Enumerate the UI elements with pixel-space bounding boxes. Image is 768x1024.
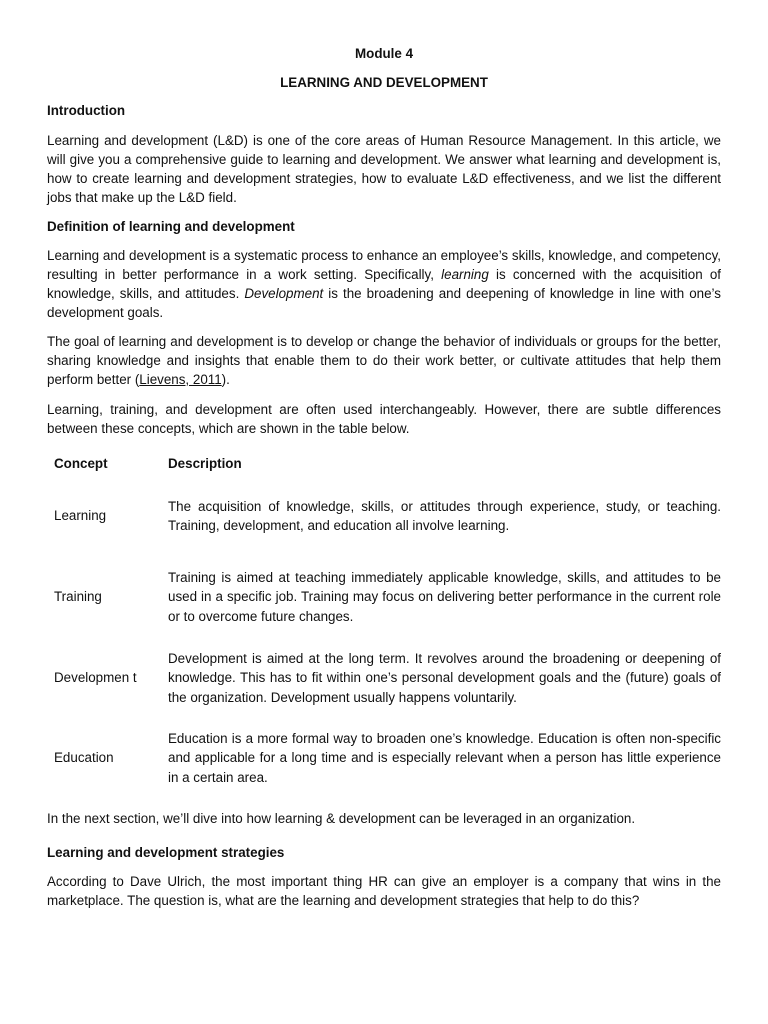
citation-link[interactable]: Lievens, 2011 (139, 372, 222, 387)
table-cell-concept: Learning (54, 508, 107, 524)
learning-term: learning (441, 267, 489, 282)
table-cell-description: The acquisition of knowledge, skills, or attitudes through experience, study, or teaching. Training, development, and education all involve learning. (168, 498, 721, 533)
definition-paragraph-1: Learning and development is a systematic process to enhance an employee’s skills, knowledge, and competency, resulting in better performance in a work setting. Specifically, learning is concerned with the acquisition of knowledge, skills, and attitudes. Development is the broadening and deepening of knowledge in line with one’s development goals. (47, 248, 721, 320)
table-cell-concept: Education (54, 750, 114, 766)
concepts-table (47, 452, 721, 798)
definition-paragraph-3: Learning, training, and development are often used interchangeably. However, there are subtle differences between these concepts, which are shown in the table below. (47, 402, 721, 436)
table-row (47, 556, 721, 638)
table-row (47, 638, 721, 718)
page-title: LEARNING AND DEVELOPMENT (280, 75, 488, 90)
table-header-description: Description (168, 456, 242, 472)
strategies-paragraph: According to Dave Ulrich, the most important thing HR can give an employer is a company that wins in the marketplace. The question is, what are the learning and development strategies that help to do this? (47, 874, 721, 908)
table-cell-concept: Developmen t (54, 670, 137, 686)
table-row (47, 476, 721, 556)
definition-heading: Definition of learning and development (47, 219, 295, 234)
development-term: Development (244, 286, 324, 301)
table-row (47, 718, 721, 798)
table-cell-description: Training is aimed at teaching immediately applicable knowledge, skills, and attitudes to be used in a specific job. Training may focus on delivering better performance in the current role or to overcome future changes. (168, 569, 721, 624)
next-section-paragraph: In the next section, we’ll dive into how learning & development can be leveraged in an organization. (47, 811, 636, 826)
intro-heading: Introduction (47, 103, 126, 118)
intro-paragraph: Learning and development (L&D) is one of the core areas of Human Resource Management. In this article, we will give you a comprehensive guide to learning and development. We answer what learning and development is, how to create learning and development strategies, how to evaluate L&D effectiveness, and we list the different jobs that make up the L&D field. (47, 133, 721, 205)
table-cell-concept: Training (54, 589, 102, 605)
module-label: Module 4 (354, 46, 414, 61)
table-cell-description: Development is aimed at the long term. It revolves around the broadening or deepening of knowledge. This has to fit within one’s personal development goals and the (future) goals of the organization. Development usually happens voluntarily. (168, 650, 721, 705)
table-cell-description: Education is a more formal way to broaden one’s knowledge. Education is often non-specific and applicable for a long time and is especially relevant when a person has little experience in a certain area. (168, 730, 721, 785)
strategies-heading: Learning and development strategies (47, 845, 285, 860)
table-header-row (47, 452, 721, 476)
table-header-concept: Concept (54, 456, 108, 472)
definition-paragraph-2: The goal of learning and development is to develop or change the behavior of individuals or groups for the better, sharing knowledge and insights that enable them to do their work better, or cultivate attitudes that help them perform better (Lievens, 2011). (47, 334, 721, 387)
